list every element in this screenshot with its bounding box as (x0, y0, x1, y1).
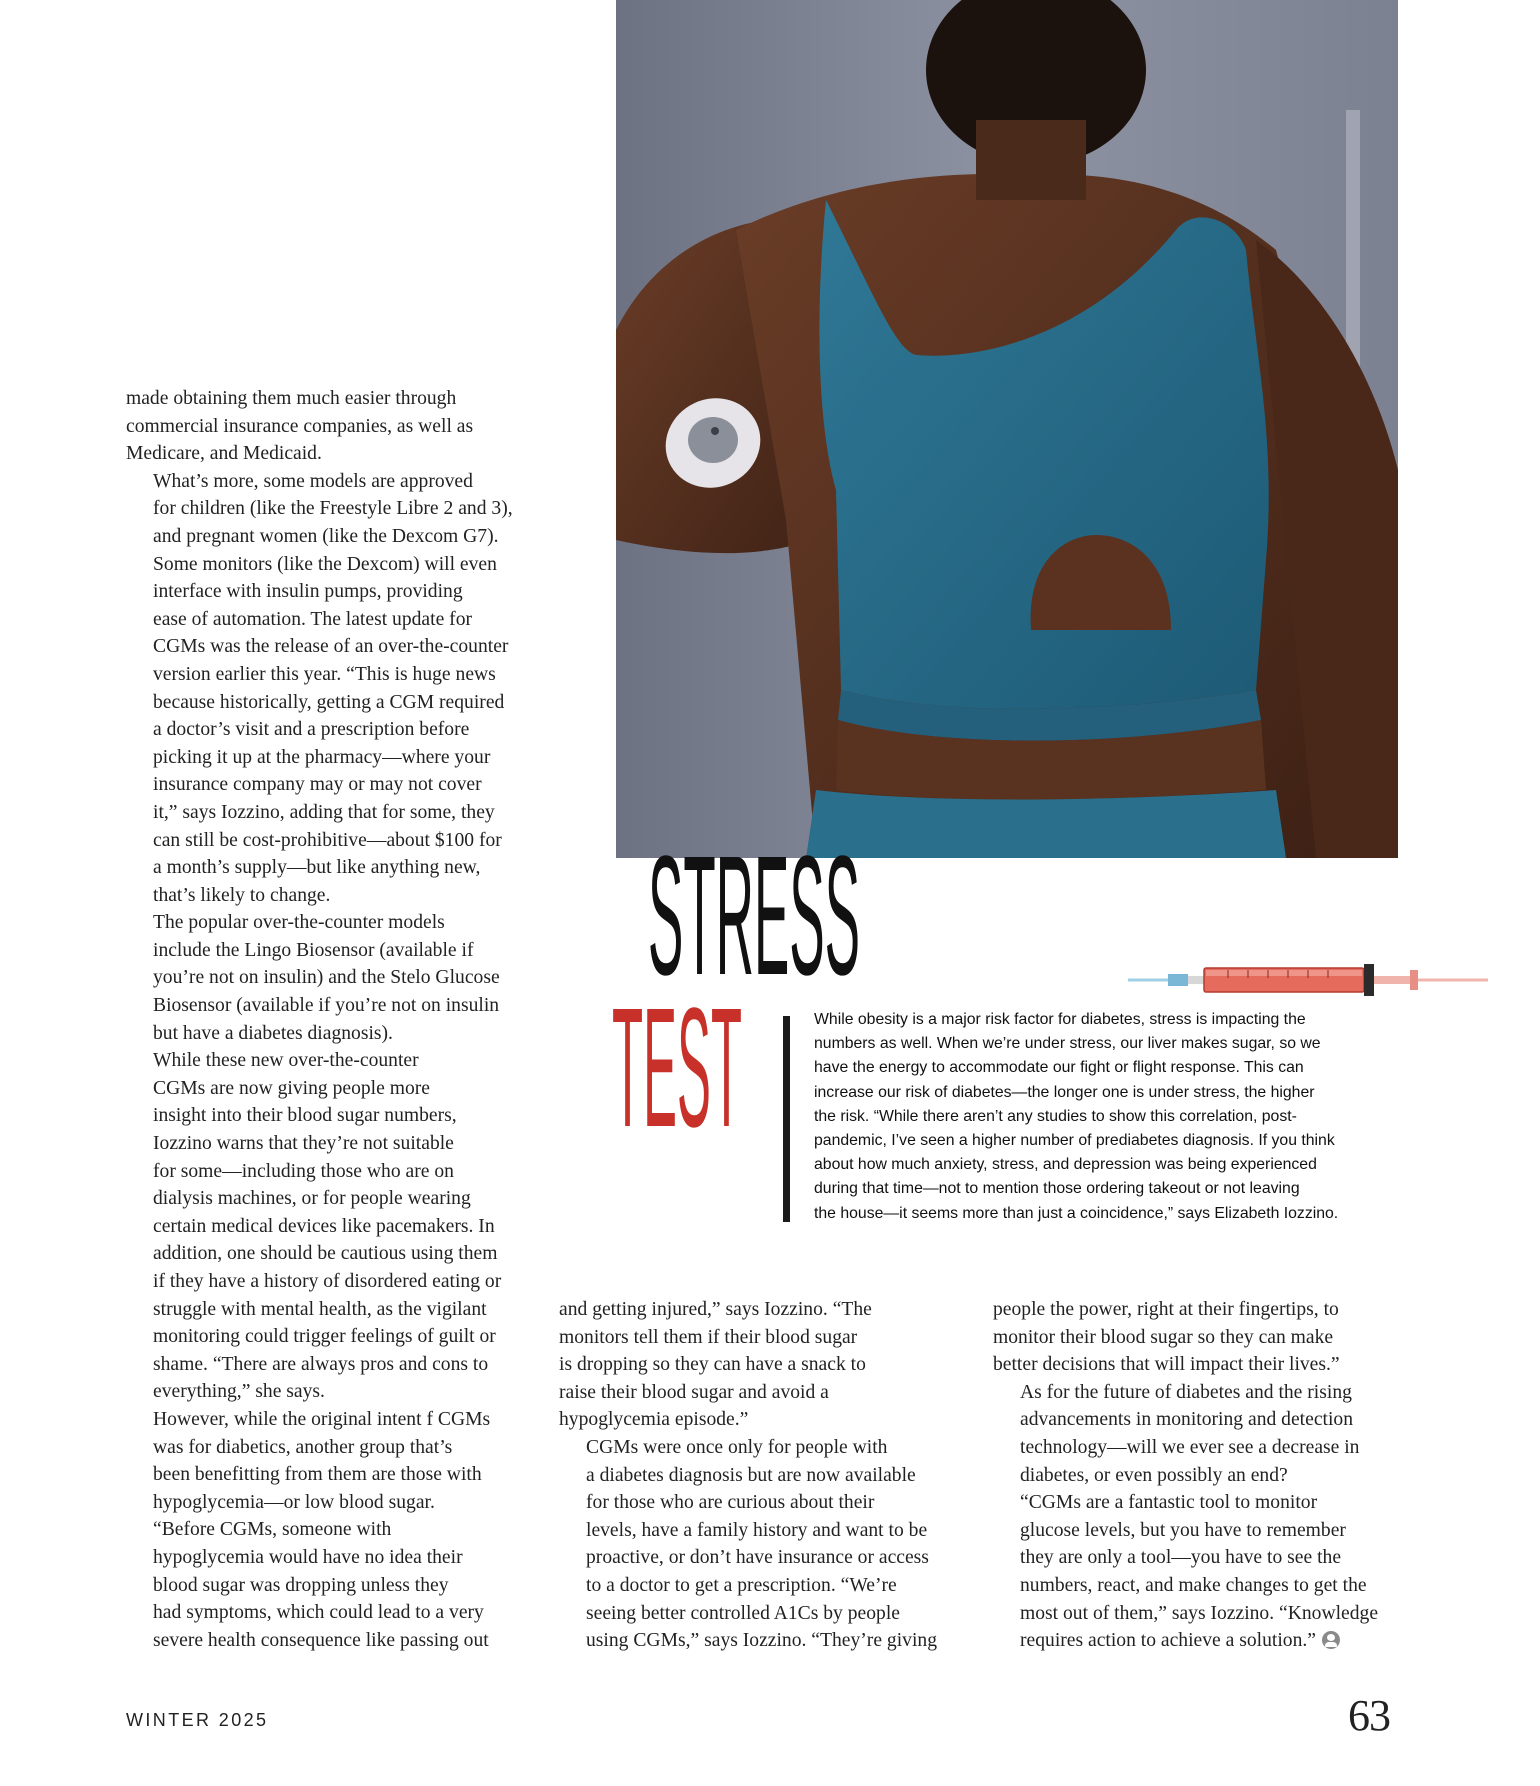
text-line: insight into their blood sugar numbers, (153, 1105, 457, 1127)
paragraph (126, 909, 536, 1047)
text-line: include the Lingo Biosensor (available if (153, 939, 474, 961)
text-line: CGMs were once only for people with (586, 1436, 888, 1458)
person-circle-icon (1322, 1631, 1340, 1649)
paragraph (993, 1379, 1413, 1489)
text-line: a diabetes diagnosis but are now available (586, 1464, 916, 1486)
text-line: because historically, getting a CGM required (153, 691, 505, 713)
text-line: advancements in monitoring and detection (1020, 1409, 1353, 1431)
paragraph (126, 1047, 536, 1406)
paragraph (126, 1406, 536, 1516)
text-line: commercial insurance companies, as well as (126, 415, 474, 437)
text-line: but have a diabetes diagnosis). (153, 1022, 393, 1044)
text-line: most out of them,” says Iozzino. “Knowledge (1020, 1602, 1379, 1624)
text-line: picking it up at the pharmacy—where your (153, 746, 491, 768)
text-line: made obtaining them much easier through (126, 388, 457, 409)
sidebar-line: the risk. “While there aren’t any studies to show this correlation, post- (814, 1107, 1297, 1125)
text-line: Biosensor (available if you’re not on insulin (153, 995, 500, 1017)
sidebar-text (814, 1008, 1374, 1226)
text-line: levels, have a family history and want to be (586, 1519, 928, 1541)
text-line: CGMs was the release of an over-the-counter (153, 636, 509, 658)
text-line: proactive, or don’t have insurance or access (586, 1547, 929, 1569)
text-line: been benefitting from them are those with (153, 1464, 482, 1486)
text-line: ease of automation. The latest update for (153, 608, 473, 630)
text-line: insurance company may or may not cover (153, 774, 482, 796)
text-line: CGMs are now giving people more (153, 1077, 430, 1099)
text-line: The popular over-the-counter models (153, 912, 445, 934)
text-line: “CGMs are a fantastic tool to monitor (1020, 1492, 1318, 1514)
text-line: people the power, right at their fingertips, to (993, 1299, 1339, 1320)
text-line: for those who are curious about their (586, 1492, 875, 1514)
text-line: Iozzino warns that they’re not suitable (153, 1133, 454, 1155)
svg-text:TEST: TEST (612, 998, 742, 1132)
sidebar-line: about how much anxiety, stress, and depression was being experienced (814, 1156, 1317, 1174)
text-line: technology—will we ever see a decrease in (1020, 1436, 1360, 1458)
text-line: monitors tell them if their blood sugar (559, 1326, 858, 1348)
paragraph (559, 1296, 969, 1434)
text-line: a doctor’s visit and a prescription before (153, 719, 470, 741)
text-line: to a doctor to get a prescription. “We’re (586, 1574, 897, 1596)
text-line: addition, one should be cautious using them (153, 1243, 498, 1265)
sidebar-line: during that time—not to mention those ordering takeout or not leaving (814, 1180, 1300, 1198)
headline-stress (648, 852, 868, 1012)
text-line: dialysis machines, or for people wearing (153, 1188, 471, 1210)
paragraph (993, 1489, 1413, 1655)
article-column-middle (559, 1296, 969, 1655)
text-line: for some—including those who are on (153, 1160, 454, 1182)
paragraph (993, 1296, 1413, 1379)
text-line: a month’s supply—but like anything new, (153, 857, 481, 879)
text-line: was for diabetics, another group that’s (153, 1436, 453, 1458)
article-column-left (126, 385, 536, 1654)
text-line: Some monitors (like the Dexcom) will even (153, 553, 497, 575)
sidebar-line: the house—it seems more than just a coincidence,” says Elizabeth Iozzino. (814, 1204, 1339, 1222)
text-line: severe health consequence like passing out (153, 1629, 489, 1651)
text-line: can still be cost-prohibitive—about $100 for (153, 829, 502, 851)
text-line: version earlier this year. “This is huge news (153, 663, 496, 685)
text-line: and pregnant women (like the Dexcom G7). (153, 525, 499, 547)
text-line: you’re not on insulin) and the Stelo Glucose (153, 967, 500, 989)
text-line: if they have a history of disordered eating or (153, 1271, 502, 1292)
text-line: they are only a tool—you have to see the (1020, 1547, 1342, 1569)
sidebar-line: numbers as well. When we’re under stress, our liver makes sugar, so we (814, 1035, 1321, 1053)
text-line: that’s likely to change. (153, 884, 331, 906)
text-line: hypoglycemia episode.” (559, 1409, 749, 1431)
text-line: is dropping so they can have a snack to (559, 1354, 866, 1376)
text-line: hypoglycemia—or low blood sugar. (153, 1491, 435, 1513)
text-line: However, while the original intent f CGMs (153, 1408, 491, 1430)
text-line: hypoglycemia would have no idea their (153, 1546, 463, 1568)
text-line: and getting injured,” says Iozzino. “The (559, 1299, 872, 1320)
text-line: “Before CGMs, someone with (153, 1519, 392, 1541)
text-line: Medicare, and Medicaid. (126, 443, 322, 465)
sidebar-line: increase our risk of diabetes—the longer one is under stress, the higher (814, 1083, 1315, 1101)
headline-test (612, 998, 752, 1132)
text-line: seeing better controlled A1Cs by people (586, 1602, 900, 1624)
paragraph (126, 468, 536, 910)
text-line: everything,” she says. (153, 1381, 325, 1403)
article-column-right (993, 1296, 1413, 1655)
text-line: using CGMs,” says Iozzino. “They’re giving (586, 1630, 937, 1652)
text-line: struggle with mental health, as the vigilant (153, 1298, 487, 1320)
page-number: 63 (1348, 1691, 1390, 1740)
paragraph (559, 1434, 969, 1655)
text-line: monitoring could trigger feelings of guilt or (153, 1326, 496, 1348)
text-line: As for the future of diabetes and the rising (1020, 1381, 1352, 1403)
text-line: had symptoms, which could lead to a very (153, 1602, 484, 1624)
text-line: numbers, react, and make changes to get the (1020, 1574, 1367, 1596)
text-line: raise their blood sugar and avoid a (559, 1381, 829, 1403)
text-line: better decisions that will impact their lives.” (993, 1354, 1340, 1376)
text-line: it,” says Iozzino, adding that for some, they (153, 801, 495, 823)
text-line: diabetes, or even possibly an end? (1020, 1464, 1288, 1486)
text-line: While these new over-the-counter (153, 1050, 419, 1072)
text-line: shame. “There are always pros and cons to (153, 1353, 489, 1375)
svg-text:STRESS: STRESS (648, 852, 860, 1011)
paragraph (126, 385, 536, 468)
text-line: interface with insulin pumps, providing (153, 581, 463, 603)
text-line: monitor their blood sugar so they can make (993, 1326, 1334, 1348)
text-line: certain medical devices like pacemakers. In (153, 1215, 495, 1237)
sidebar-line: While obesity is a major risk factor for diabetes, stress is impacting the (814, 1011, 1306, 1028)
sidebar-rule (783, 1016, 790, 1222)
issue-label: WINTER 2025 (126, 1710, 269, 1730)
text-line: for children (like the Freestyle Libre 2 and 3), (153, 498, 513, 520)
text-line: glucose levels, but you have to remember (1020, 1519, 1346, 1541)
sidebar-line: have the energy to accommodate our fight or flight response. This can (814, 1059, 1304, 1077)
paragraph (126, 1516, 536, 1654)
sidebar-line: pandemic, I’ve seen a higher number of prediabetes diagnosis. If you think (814, 1132, 1335, 1150)
text-line: What’s more, some models are approved (153, 470, 473, 492)
syringe-illustration (1128, 958, 1488, 998)
text-line: blood sugar was dropping unless they (153, 1574, 449, 1596)
hero-photo (616, 0, 1398, 858)
text-line: requires action to achieve a solution.” (993, 1627, 1413, 1655)
